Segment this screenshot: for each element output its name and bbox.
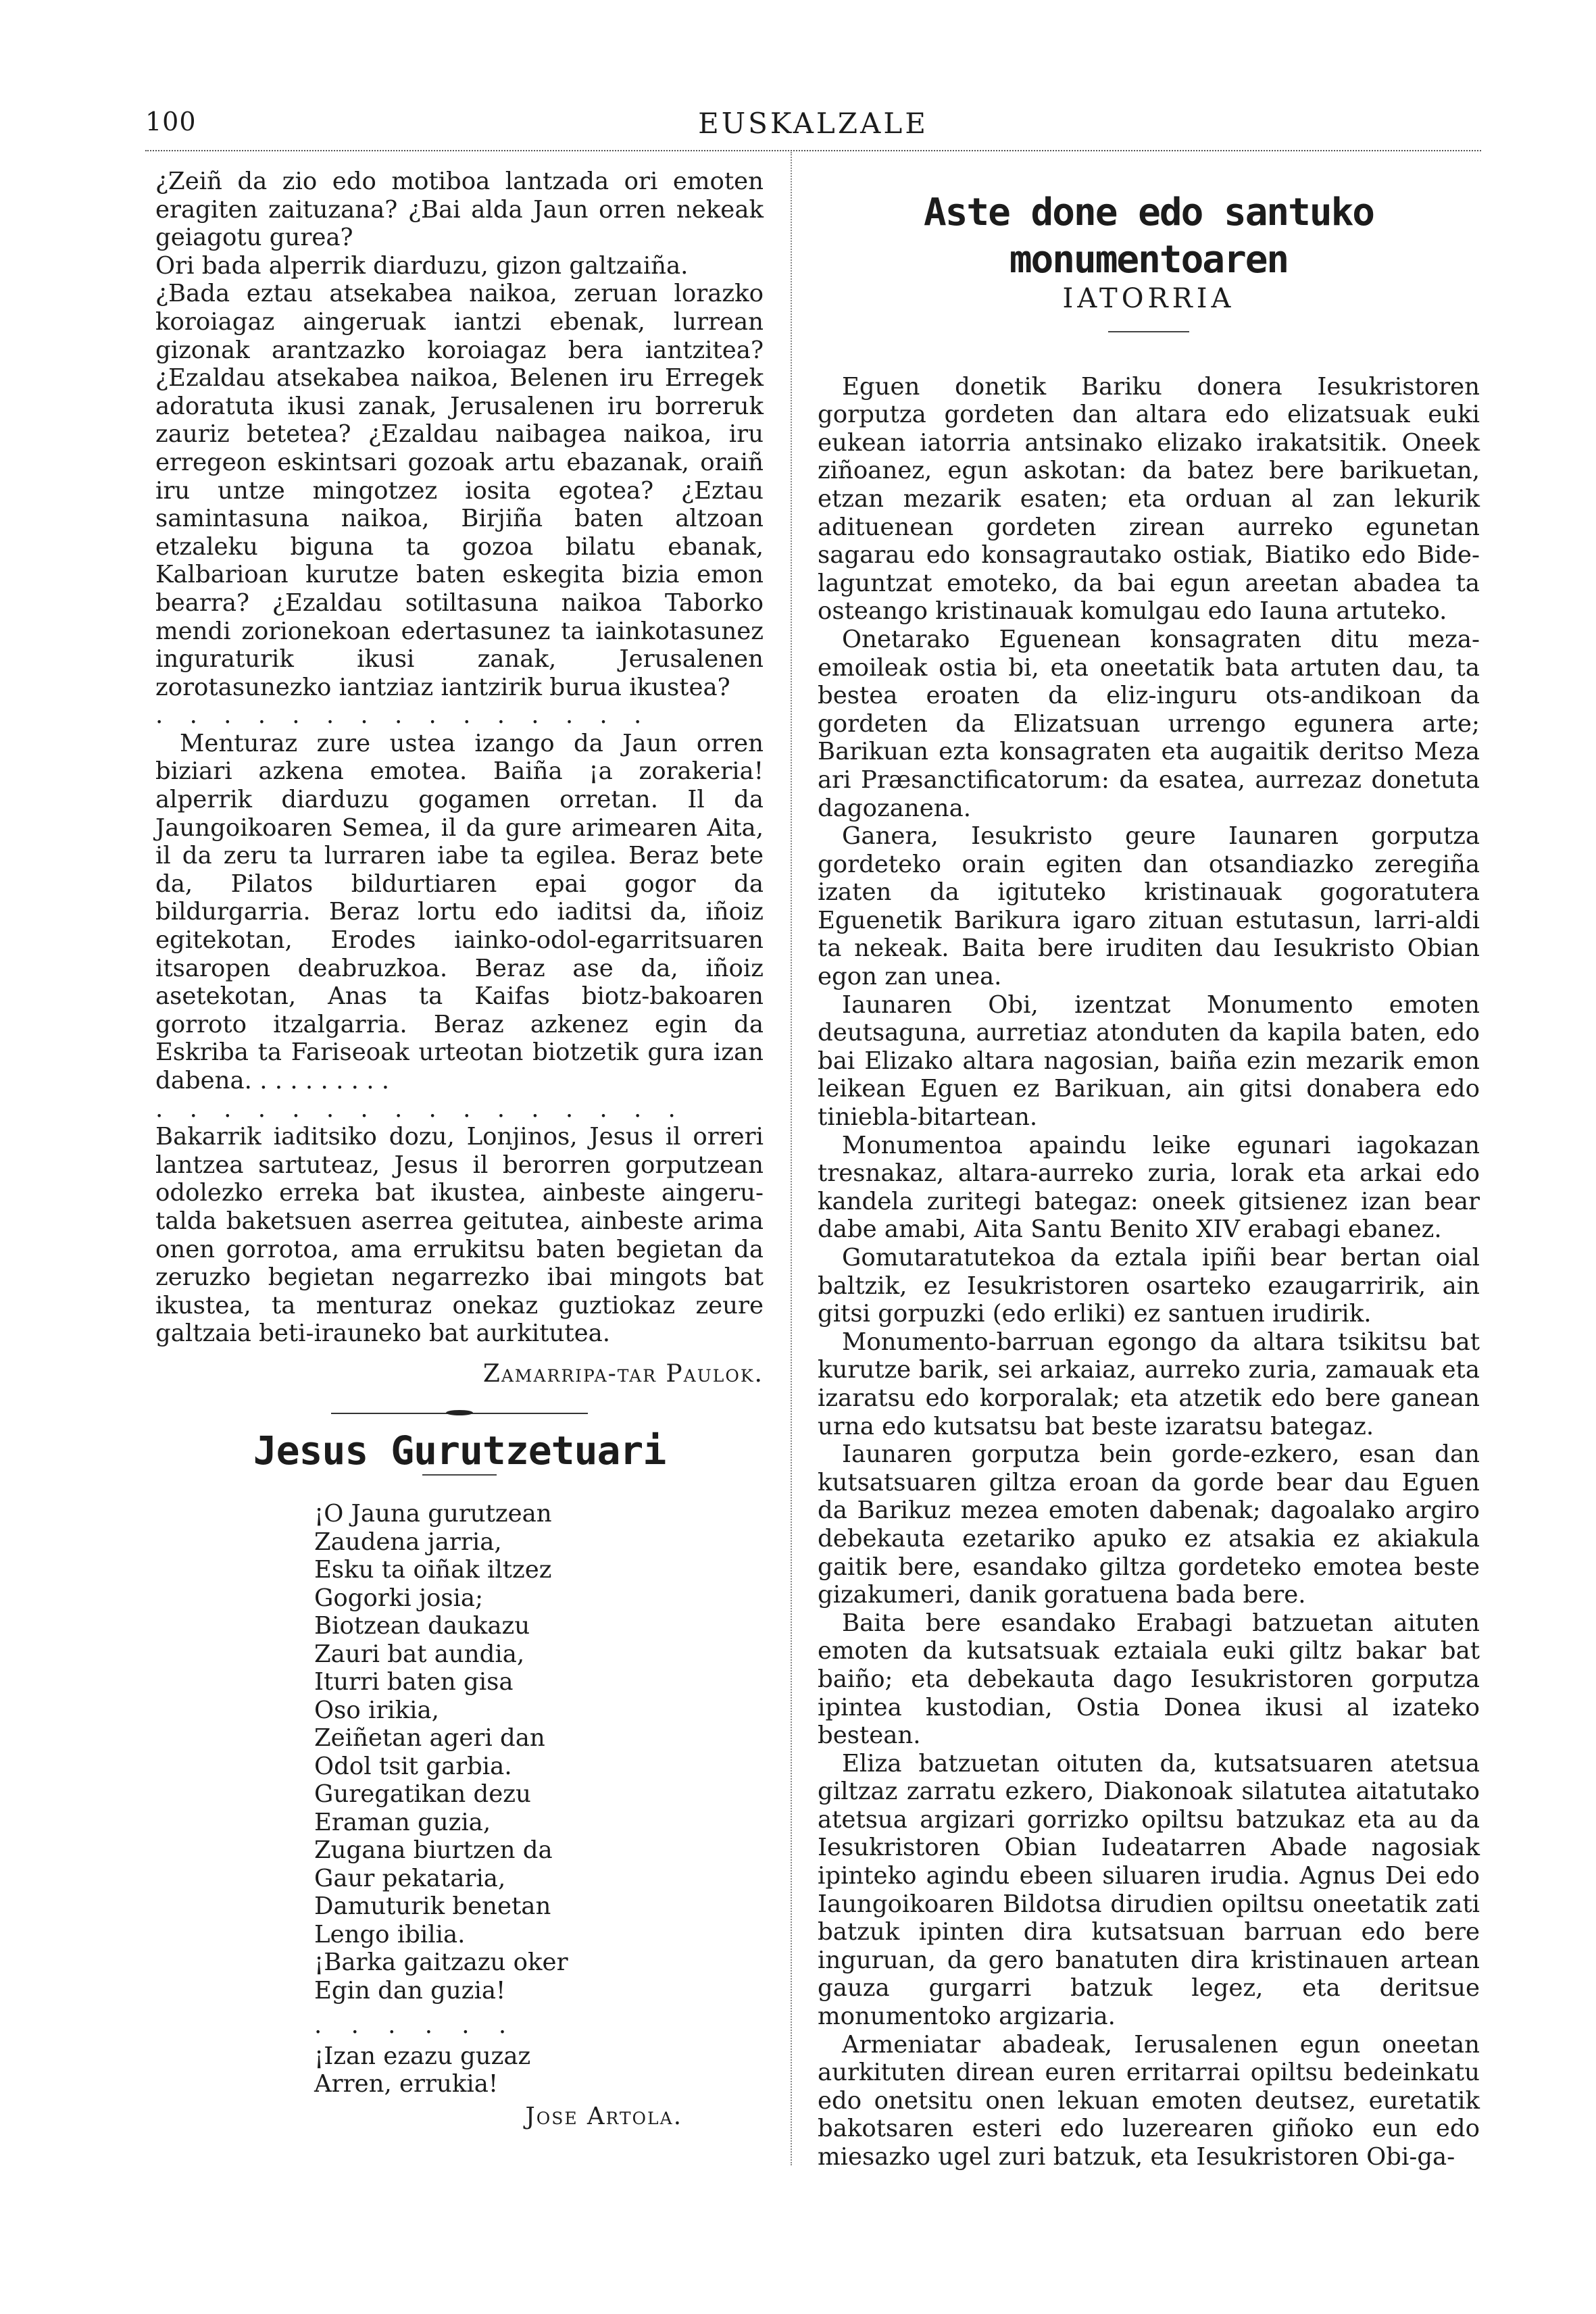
paragraph: Iaunaren Obi, izentzat Monumento emoten deutsaguna, aurretiaz atonduten da kapila baten, edo bai Elizako altara nagosian, baiña ezin mezarik emon leikean Eguen ez Barikuan, ain gitsi donabera edo tiniebla-bitartean. <box>818 990 1480 1132</box>
poem-line: Iturri baten gisa <box>314 1668 514 1696</box>
ellipsis-row: . . . . . . . . . . . . . . . . <box>155 1095 685 1123</box>
left-column <box>155 168 764 2130</box>
poem-line: Zaudena jarria, <box>314 1528 502 1556</box>
paragraph: Monumentoa apaindu leike egunari iagokazan tresnakaz, altara-aurreko zuria, lorak eta arkai edo kandela zuritegi bategaz: oneek gitsienez izan bear dabe amabi, Aita Santu Benito XIV erabagi ebanez. <box>818 1131 1480 1244</box>
paragraph: Ori bada alperrik diarduzu, gizon galtzaiña. <box>155 251 689 280</box>
poem-line: ¡O Jauna gurutzean <box>314 1500 552 1528</box>
header-rule <box>145 150 1481 151</box>
running-title: EUSKALZALE <box>698 107 928 140</box>
paragraph: Baita bere esandako Erabagi batzuetan aituten emoten da kutsatsuak eztaiala euki giltz bakar bat baiño; eta debekauta dago Iesukristoren gorputza ipintea kustodian, Ostia Donea ikusi al izateko bestean. <box>818 1609 1480 1750</box>
poem-line: Damuturik benetan <box>314 1892 551 1921</box>
poem-line: ¡Izan ezazu guzaz <box>314 2042 531 2070</box>
poem-line: Biotzean daukazu <box>314 1612 530 1640</box>
poem-line: ¡Barka gaitzazu oker <box>314 1948 568 1977</box>
paragraph: Bakarrik iaditsiko dozu, Lonjinos, Jesus il orreri lantzea sartuteaz, Jesus il berorren gorputzean odolezko erreka bat ikustea, ainbeste aingeru-talda baketsuen aserrea geitutea, ainbeste arima onen gorrotoa, ama errukitsu baten begietan da zeruzko begietan negarrezko ibai mingots bat ikustea, ta menturaz onekaz guztiokaz zeure galtzaia beti-irauneko bat aurkitutea. <box>155 1123 764 1348</box>
ornament-divider <box>331 1409 588 1418</box>
paragraph: Armeniatar abadeak, Ierusalenen egun oneetan aurkituten direan euren erritarrai opiltsu bedeinkatu edo onetsitu onen lekuan emoten deutsez, euretatik bakotsaren esteri edo luzerearen giñoko eun edo miesazko ugel zuri batzuk, eta Iesukristoren Obi-ga- <box>818 2030 1480 2171</box>
poem-line: Oso irikia, <box>314 1696 439 1724</box>
poem-line: Gaur pekataria, <box>314 1864 506 1892</box>
paragraph: Menturaz zure ustea izango da Jaun orren biziari azkena emotea. Baiña ¡a zorakeria! alperrik diarduzu gogamen orretan. Il da Jaungoikoaren Semea, il da gure arimearen Aita, il da zeru ta lurraren iabe ta egilea. Beraz bete da, Pilatos bildurtiaren epai gogor da bildurgarria. Beraz lortu edo iaditsi da, iñoiz egitekotan, Erodes iainko-odol-egarritsuaren itsaropen deabruzkoa. Beraz ase da, iñoiz asetekotan, Anas ta Kaifas biotz-bakoaren gorroto itzalgarria. Beraz azkenez egin da Eskriba ta Fariseoak urteotan biotzetik gura izan dabena. . . . . . . . . . <box>155 729 764 1095</box>
article-subtitle: IATORRIA <box>1062 283 1235 314</box>
paragraph: Onetarako Eguenean konsagraten ditu meza-emoileak ostia bi, eta oneetatik bata artuten dau, ta bestea eroaten da eliz-inguru ots-andikoan da gordeten da Elizatsuan urrengo egunera arte; Barikuan ezta konsagraten eta augaitik deritso Meza ari Præsanctificatorum: da esatea, aurrezaz donetuta dagozanena. <box>818 625 1480 822</box>
paragraph: Ganera, Iesukristo geure Iaunaren gorputza gordeteko orain egiten dan otsandiazko zeregiña izaten da igituteko kristinauak gogoratutera Eguenetik Barikura igaro zituan estutasun, larri-aldi ta nekeak. Baita bere iruditen dau Iesukristo Obian egon zan unea. <box>818 822 1480 991</box>
poem-line: Zauri bat aundia, <box>314 1640 525 1668</box>
poem-line: Arren, errukia! <box>314 2070 499 2098</box>
column-divider <box>791 152 792 2165</box>
poem-line: Odol tsit garbia. <box>314 1752 512 1780</box>
paragraph: Iaunaren gorputza bein gorde-ezkero, esan dan kutsatsuaren giltza eroan da gorde bear dau Eguen da Barikuz mezea emoten dabenak; dagoalako argiro debekauta ezetariko apuko ez atsakia ez akiakula gaitik bere, esandako giltza gordeteko emotea beste gizakumeri, danik goratuena bada bere. <box>818 1440 1480 1609</box>
poem-title: Jesus Gurutzetuari <box>253 1427 666 1474</box>
page-number: 100 <box>145 107 197 136</box>
poem-line: Egin dan guzia! <box>314 1976 506 2005</box>
article-title: Aste done edo santuko monumentoaren <box>923 191 1374 282</box>
paragraph: Monumento-barruan egongo da altara tsikitsu bat kurutze barik, sei arkaiaz, aurreko zuria, zamauak eta izaratsu edo korporalak; eta atzetik edo bere ganean urna edo kutsatsu bat beste izaratsu bategaz. <box>818 1328 1480 1440</box>
title-rule <box>1108 331 1189 332</box>
paragraph: Gomutaratutekoa da eztala ipiñi bear bertan oial baltzik, ez Iesukristoren osarteko ezaugarririk, ain gitsi gorpuzki (edo erliki) ez santuen irudirik. <box>818 1244 1480 1328</box>
article-signature: Zamarripa-tar Paulok. <box>482 1359 764 1388</box>
poem-line: Zugana biurtzen da <box>314 1836 553 1865</box>
ellipsis-row: . . . . . . . . . . . . . . . <box>155 701 651 730</box>
paragraph: ¿Bada eztau atsekabea naikoa, zeruan lorazko koroiagaz aingeruak iantzi ebenak, lurrean gizonak arantzazko koroiagaz bera iantzitea? ¿Ezaldau atsekabea naikoa, Belenen iru Erregek adoratuta ikusi zanak, Jerusalenen iru borreruk zauriz betetea? ¿Ezaldau naibagea naikoa, iru erregeon eskintsari gozoak artu ebazanak, oraiñ iru untze mingotzez iosita egotea? ¿Eztau samintasuna naikoa, Birjiña baten altzoan etzaleku biguna ta gozoa bilatu ebanak, Kalbarioan kurutze baten eskegita bizia emon bearra? ¿Ezaldau sotiltasuna naikoa Taborko mendi zorionekoan edertasunez ta iainkotasunez inguraturik ikusi zanak, Jerusalenen zorotasunezko iantziaz iantzirik burua ikustea? <box>155 280 764 701</box>
paragraph: ¿Zeiñ da zio edo motiboa lantzada ori emoten eragiten zaituzana? ¿Bai alda Jaun orren nekeak geiagotu gurea? <box>155 168 764 252</box>
poem-line: Zeiñetan ageri dan <box>314 1724 545 1753</box>
poem-line: Eraman guzia, <box>314 1808 491 1836</box>
paragraph: Eliza batzuetan oituten da, kutsatsuaren atetsua giltzaz zarratu ezkero, Diakonoak silatutea aitatutako atetsua argizari gorrizko opiltsu batzukaz eta au da Iesukristoren Obian Iudeatarren Abade nagosiak ipinteko agindu ebeen siluaren irudia. Agnus Dei edo Iaungoikoaren Bildotsa dirudien opiltsu oneetatik zati batzuk ipinten dira kutsatsuan barruan edo bere inguruan, da gero banatuten dira kristinauen artean gauza gurgarri batzuk legez, eta deritsue monumentoko argizaria. <box>818 1749 1480 2031</box>
poem-signature: Jose Artola. <box>525 2102 682 2130</box>
poem-line: Lengo ibilia. <box>314 1920 466 1948</box>
poem-line: Gogorki josia; <box>314 1584 484 1612</box>
poem-line: Esku ta oiñak iltzez <box>314 1556 552 1584</box>
ellipsis-row: . . . . . . <box>314 2011 518 2040</box>
title-rule <box>422 1474 497 1476</box>
poem-line: Guregatikan dezu <box>314 1780 531 1809</box>
page-header <box>145 101 1481 149</box>
right-column <box>818 168 1480 2171</box>
paragraph: Eguen donetik Bariku donera Iesukristoren gorputza gordeten dan altara edo elizatsuak euki eukean iatorria antsinako elizako irakatsitik. Oneek ziñoanez, egun askotan: da batez bere barikuetan, etzan mezarik esaten; eta orduan al zan lekurik adituenean gordeten zirean aurreko egunetan sagarau edo konsagrautako ostiak, Biatiko edo Bide-laguntzat emoteko, da bai egun areetan abadea ta osteango kristinauak komulgau edo Iauna artuteko. <box>818 372 1480 626</box>
poem <box>314 1500 764 2098</box>
